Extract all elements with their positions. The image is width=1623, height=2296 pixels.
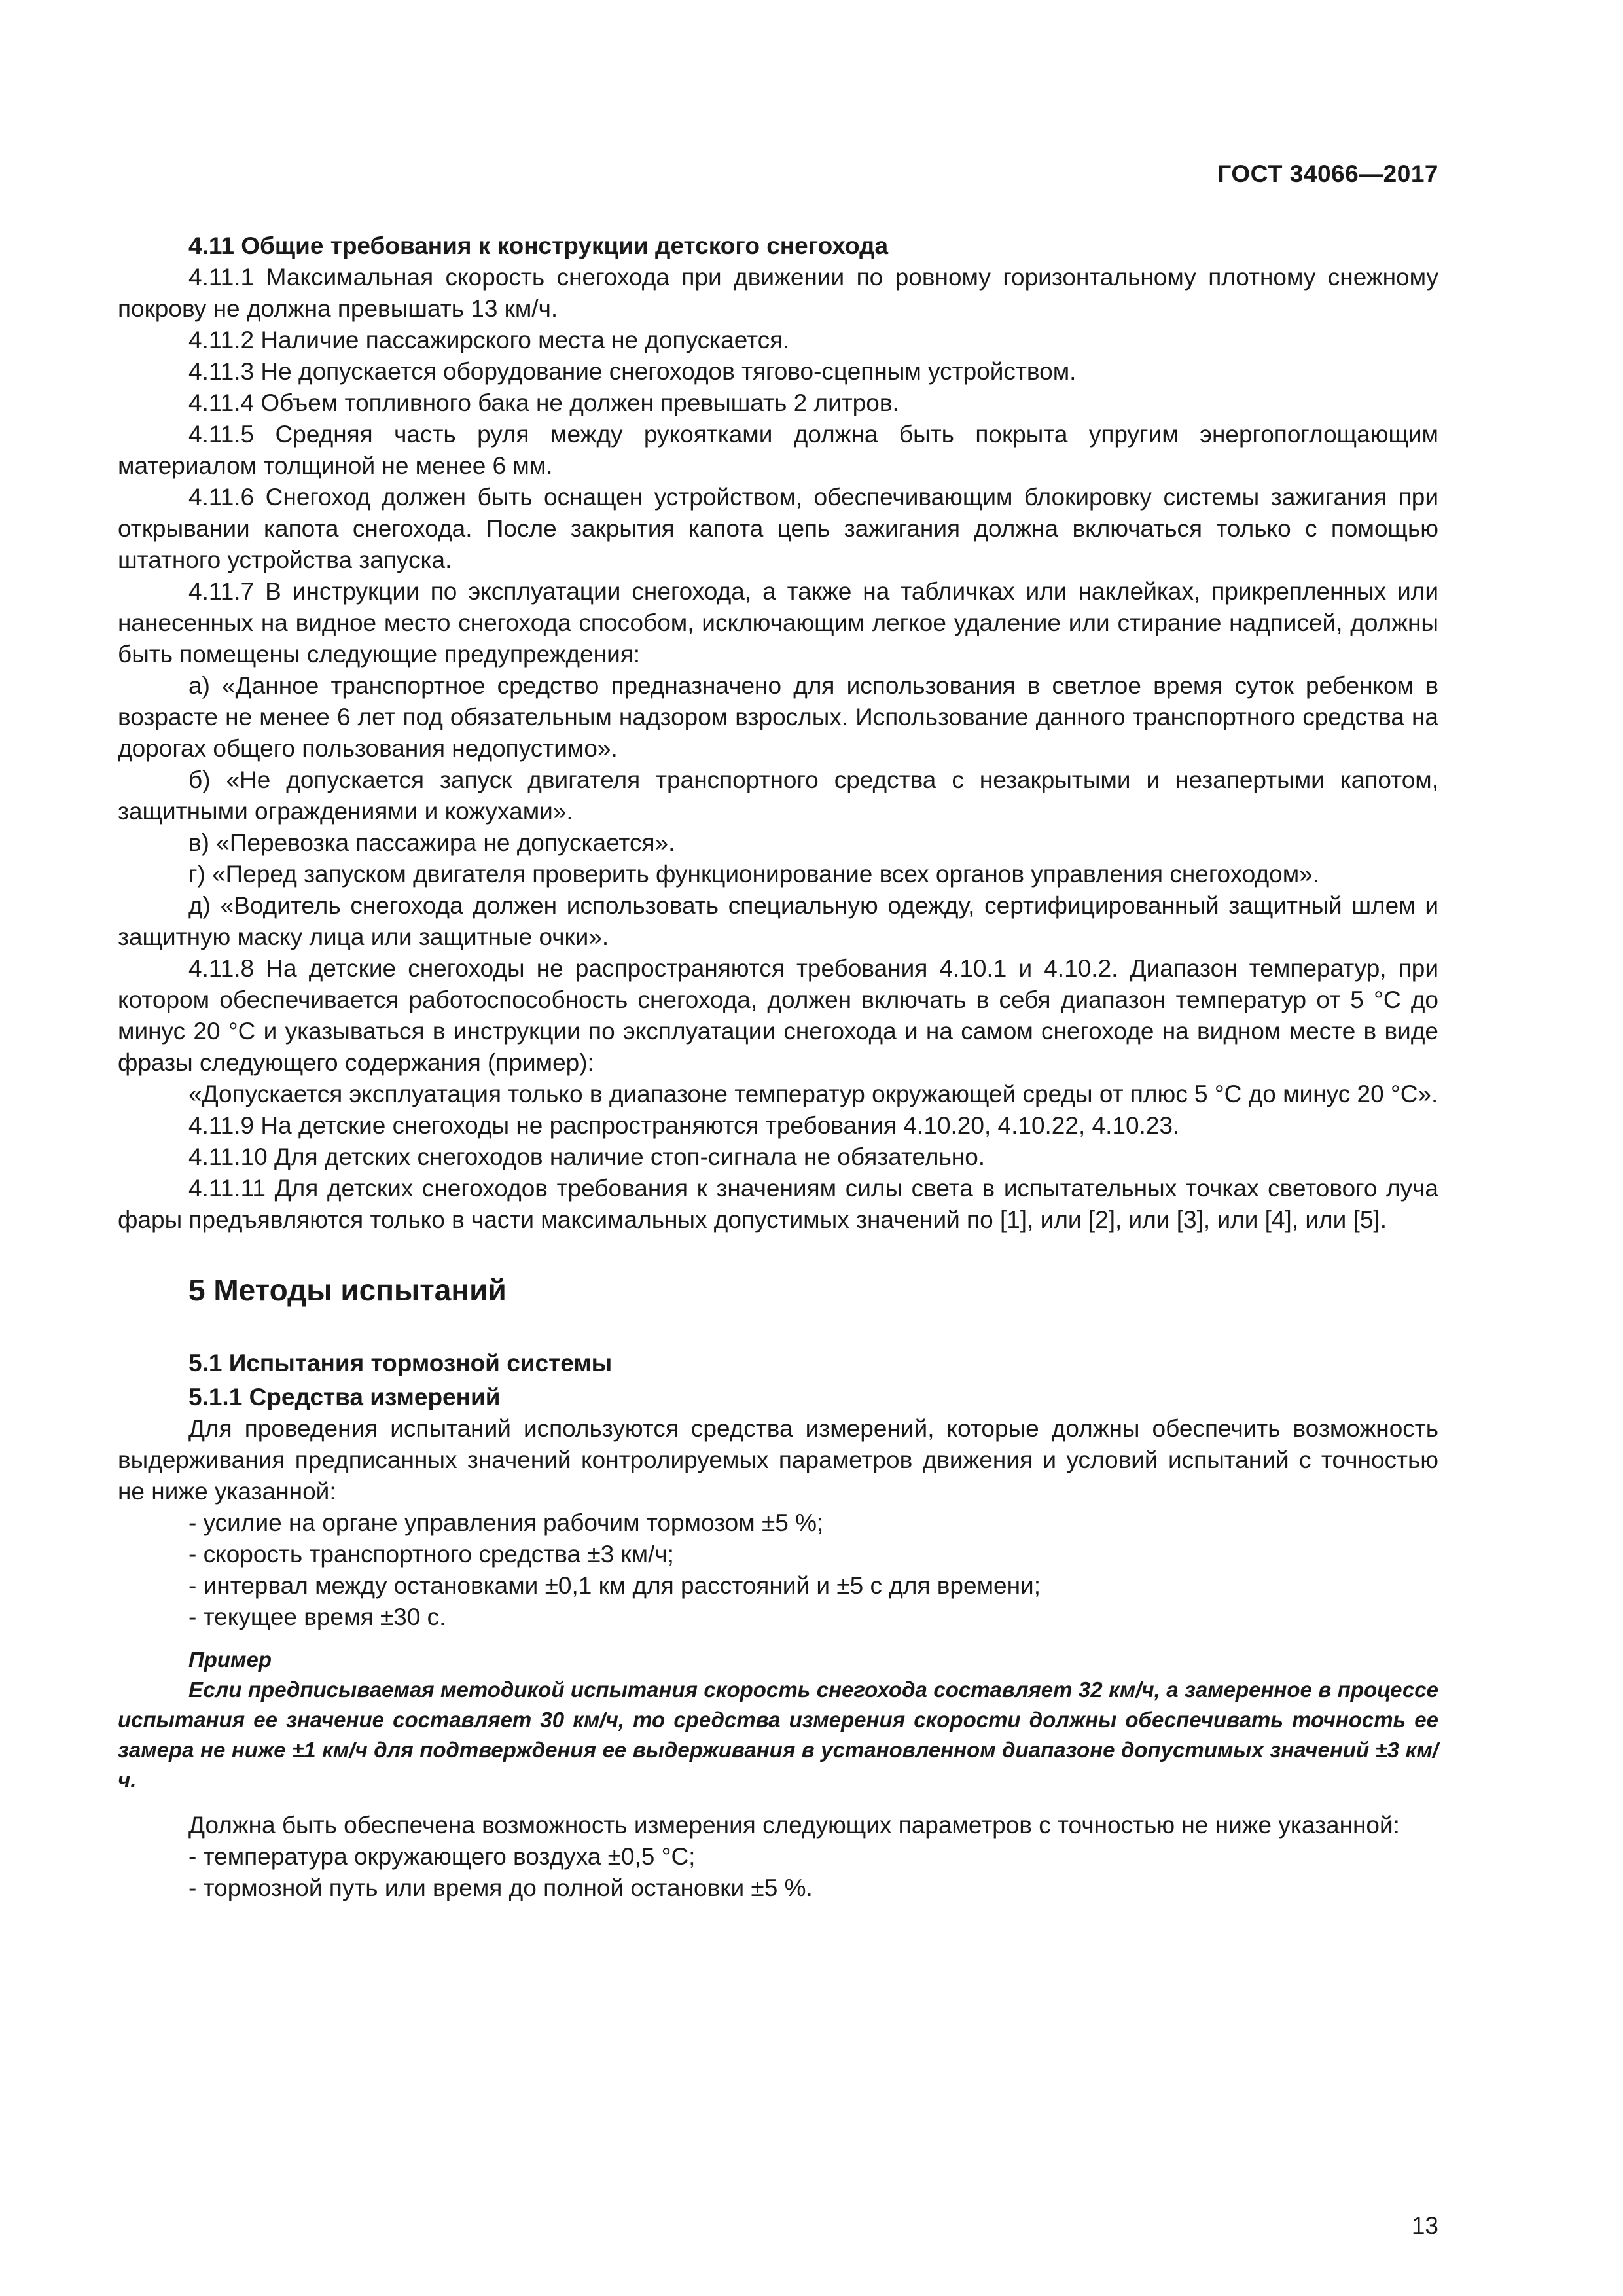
paragraph-4-11-1: 4.11.1 Максимальная скорость снегохода при движении по ровному горизонтальному плотному снежному покрову не должна превышать 13 км/ч. bbox=[118, 264, 1438, 322]
paragraph-4-11-7: 4.11.7 В инструкции по эксплуатации снегохода, а также на табличках или наклейках, прикрепленных или нанесенных на видное место снегохода способом, исключающим легкое удаление или стирание надписей, должны быть помещены следующие предупреждения: bbox=[118, 578, 1438, 668]
param-item: - тормозной путь или время до полной остановки ±5 %. bbox=[188, 1874, 813, 1901]
paragraph-4-11-3: 4.11.3 Не допускается оборудование снегоходов тягово-сцепным устройством. bbox=[188, 358, 1077, 385]
example-text: Если предписываемая методикой испытания скорость снегохода составляет 32 км/ч, а замеренное в процессе испытания ее значение составляет 30 км/ч, то средства измерения скорости должны обеспечивать точность ее замера не ниже ±1 км/ч для подтверждения ее выдерживания в установленном диапазоне допустимых значений ±3 км/ч. bbox=[118, 1677, 1438, 1792]
accuracy-item: - скорость транспортного средства ±3 км/ч; bbox=[188, 1541, 674, 1568]
accuracy-item: - интервал между остановками ±0,1 км для расстояний и ±5 с для времени; bbox=[188, 1572, 1041, 1599]
warning-e: д) «Водитель снегохода должен использовать специальную одежду, сертифицированный защитный шлем и защитную маску лица или защитные очки». bbox=[118, 892, 1438, 950]
document-body bbox=[118, 230, 1438, 1904]
section-5-1-heading: 5.1 Испытания тормозной системы bbox=[188, 1350, 613, 1376]
standard-code: ГОСТ 34066—2017 bbox=[1217, 160, 1438, 187]
accuracy-item: - текущее время ±30 с. bbox=[188, 1604, 446, 1630]
paragraph-4-11-6: 4.11.6 Снегоход должен быть оснащен устройством, обеспечивающим блокировку системы зажигания при открывании капота снегохода. После закрытия капота цепь зажигания должна включаться только с помощью штатного устройства запуска. bbox=[118, 484, 1438, 573]
params-intro: Должна быть обеспечена возможность измерения следующих параметров с точностью не ниже указанной: bbox=[188, 1812, 1400, 1839]
paragraph-4-11-9: 4.11.9 На детские снегоходы не распространяются требования 4.10.20, 4.10.22, 4.10.23. bbox=[188, 1112, 1180, 1139]
warning-d: г) «Перед запуском двигателя проверить функционирование всех органов управления снегоходом». bbox=[188, 861, 1320, 888]
section-4-11-heading: 4.11 Общие требования к конструкции детского снегохода bbox=[188, 232, 889, 259]
warning-c: в) «Перевозка пассажира не допускается». bbox=[188, 829, 675, 856]
accuracy-item: - усилие на органе управления рабочим тормозом ±5 %; bbox=[188, 1509, 824, 1536]
paragraph-4-11-4: 4.11.4 Объем топливного бака не должен превышать 2 литров. bbox=[188, 389, 899, 416]
paragraph-4-11-2: 4.11.2 Наличие пассажирского места не допускается. bbox=[188, 327, 790, 353]
spacer bbox=[118, 1795, 1438, 1810]
section-5-heading: 5 Методы испытаний bbox=[188, 1273, 507, 1307]
warning-a: а) «Данное транспортное средство предназначено для использования в светлое время суток ребенком в возрасте не менее 6 лет под обязательным надзором взрослых. Использование данного транспортного средства на дорогах общего пользования недопустимо». bbox=[118, 672, 1438, 762]
paragraph-4-11-5: 4.11.5 Средняя часть руля между рукоятками должна быть покрыта упругим энергопоглощающим материалом толщиной не менее 6 мм. bbox=[118, 421, 1438, 479]
measurement-intro: Для проведения испытаний используются средства измерений, которые должны обеспечить возможность выдерживания предписанных значений контролируемых параметров движения и условий испытаний с точностью не ниже указанной: bbox=[118, 1415, 1438, 1505]
warning-b: б) «Не допускается запуск двигателя транспортного средства с незакрытыми и незапертыми капотом, защитными ограждениями и кожухами». bbox=[118, 766, 1438, 825]
example-label: Пример bbox=[188, 1647, 272, 1672]
section-5-1-1-heading: 5.1.1 Средства измерений bbox=[188, 1384, 501, 1410]
temperature-phrase: «Допускается эксплуатация только в диапазоне температур окружающей среды от плюс 5 °С до минус 20 °С». bbox=[188, 1081, 1438, 1107]
page-number: 13 bbox=[1411, 2212, 1438, 2239]
paragraph-4-11-10: 4.11.10 Для детских снегоходов наличие стоп-сигнала не обязательно. bbox=[188, 1143, 986, 1170]
param-item: - температура окружающего воздуха ±0,5 °С; bbox=[188, 1843, 696, 1870]
paragraph-4-11-8: 4.11.8 На детские снегоходы не распространяются требования 4.10.1 и 4.10.2. Диапазон температур, при котором обеспечивается работоспособность снегохода, должен включать в себя диапазон температур от 5 °С до минус 20 °С и указываться в инструкции по эксплуатации снегохода и на самом снегоходе на видном месте в виде фразы следующего содержания (пример): bbox=[118, 955, 1438, 1076]
paragraph-4-11-11: 4.11.11 Для детских снегоходов требования к значениям силы света в испытательных точках светового луча фары предъявляются только в части максимальных допустимых значений по [1], или [2], или [3], или [4], или [5]. bbox=[118, 1175, 1438, 1233]
